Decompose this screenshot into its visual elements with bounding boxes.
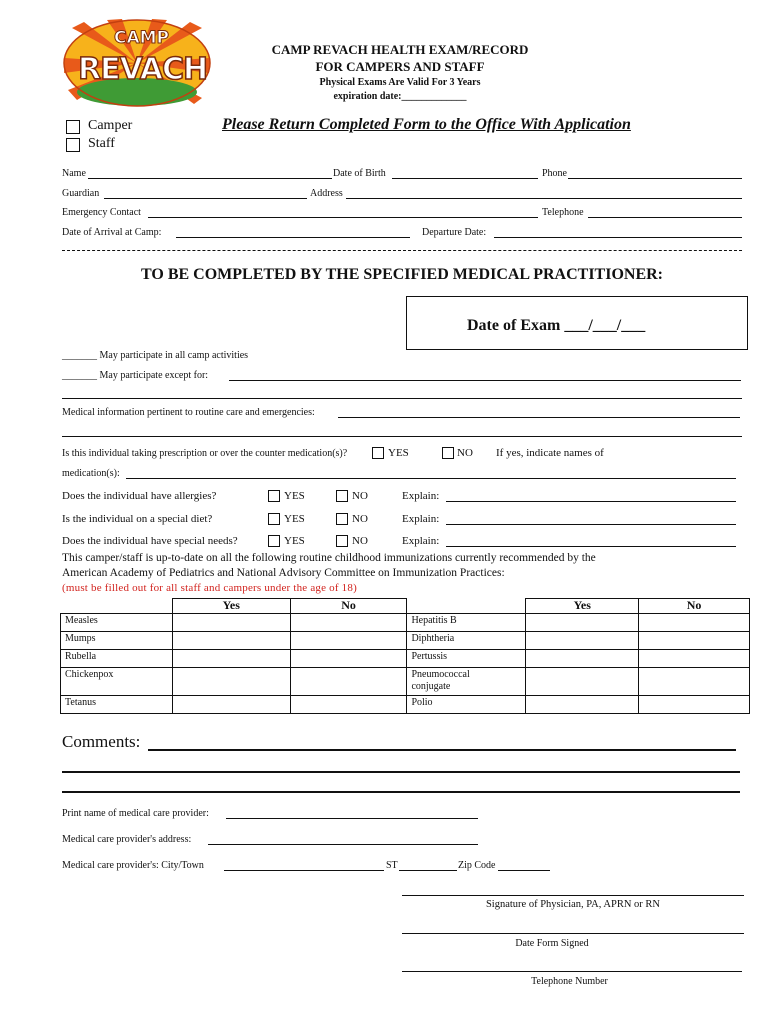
arrival-field[interactable] [176, 237, 410, 238]
diet-explain-field[interactable] [446, 524, 736, 525]
vaccine-yes-cell[interactable] [172, 696, 290, 714]
provider-st-label: ST [386, 860, 398, 871]
vaccine-no-cell[interactable] [290, 632, 407, 650]
medication-question: Is this individual taking prescription or over the counter medication(s)? [62, 448, 348, 459]
vaccine-name: Chickenpox [61, 668, 173, 696]
phone-field[interactable] [568, 178, 742, 179]
vaccine-yes-cell[interactable] [526, 650, 639, 668]
comments-label: Comments: [62, 732, 141, 751]
provider-address-field[interactable] [208, 844, 478, 845]
table-row [61, 668, 750, 696]
col-no-left: No [290, 599, 407, 614]
vaccine-name: Tetanus [61, 696, 173, 714]
expiration-date: expiration date:_____________ [333, 91, 467, 102]
telephone-field[interactable] [588, 217, 742, 218]
date-signed-label: Date Form Signed [515, 938, 589, 949]
vaccine-name: Diphtheria [407, 632, 526, 650]
table-row [61, 650, 750, 668]
cut-divider [62, 250, 742, 251]
provider-st-field[interactable] [399, 870, 457, 871]
except-field-2[interactable] [62, 398, 742, 399]
phone-label: Phone [542, 168, 567, 179]
telephone-number-label: Telephone Number [531, 976, 608, 987]
provider-zip-label: Zip Code [458, 860, 496, 871]
yes-label: YES [284, 490, 305, 502]
vaccine-yes-cell[interactable] [172, 614, 290, 632]
vaccine-no-cell[interactable] [639, 696, 750, 714]
col-no-right: No [639, 599, 750, 614]
no-label: NO [352, 490, 368, 502]
no-label: NO [352, 535, 368, 547]
address-label: Address [310, 188, 343, 199]
blank-header-right [407, 599, 526, 614]
comments-field-3[interactable] [62, 791, 740, 793]
except-field[interactable] [229, 380, 741, 381]
logo-revach-text: REVACH [78, 52, 208, 87]
question-text: Is the individual on a special diet? [62, 513, 213, 525]
explain-label: Explain: [402, 490, 440, 502]
immunization-table [60, 598, 750, 714]
needs-explain-field[interactable] [446, 546, 736, 547]
date-signed-field[interactable] [402, 933, 744, 934]
date-of-exam[interactable]: Date of Exam ___/___/___ [467, 317, 646, 334]
dob-field[interactable] [392, 178, 538, 179]
medication-names-field[interactable] [126, 478, 736, 479]
vaccine-name: Measles [61, 614, 173, 632]
emergency-field[interactable] [148, 217, 538, 218]
physician-signature-field[interactable] [402, 895, 744, 896]
vaccine-yes-cell[interactable] [172, 650, 290, 668]
emergency-label: Emergency Contact [62, 207, 141, 218]
medication-names-label: medication(s): [62, 468, 120, 479]
allergies-yes-checkbox[interactable] [268, 490, 280, 502]
blank-header [61, 599, 173, 614]
needs-no-checkbox[interactable] [336, 535, 348, 547]
medical-info-field-2[interactable] [62, 436, 742, 437]
yes-label: YES [284, 513, 305, 525]
vaccine-no-cell[interactable] [290, 668, 407, 696]
vaccine-no-cell[interactable] [290, 650, 407, 668]
table-row [61, 632, 750, 650]
departure-label: Departure Date: [422, 227, 487, 238]
vaccine-yes-cell[interactable] [526, 632, 639, 650]
departure-field[interactable] [494, 237, 742, 238]
allergies-no-checkbox[interactable] [336, 490, 348, 502]
section-title: TO BE COMPLETED BY THE SPECIFIED MEDICAL PRACTITIONER: [140, 266, 663, 283]
participate-all[interactable]: _______ May participate in all camp activities [62, 350, 249, 361]
medical-info-field[interactable] [338, 417, 740, 418]
medication-no-checkbox[interactable] [442, 447, 454, 459]
vaccine-yes-cell[interactable] [526, 614, 639, 632]
table-row [61, 614, 750, 632]
camper-label: Camper [88, 118, 133, 133]
vaccine-yes-cell[interactable] [526, 668, 639, 696]
telephone-number-field[interactable] [402, 971, 742, 972]
comments-field-1[interactable] [148, 749, 736, 751]
vaccine-name: Pneumococcal conjugate [407, 668, 526, 696]
vaccine-name: Pertussis [407, 650, 526, 668]
diet-yes-checkbox[interactable] [268, 513, 280, 525]
vaccine-yes-cell[interactable] [526, 696, 639, 714]
table-row [61, 696, 750, 714]
staff-label: Staff [88, 136, 115, 151]
name-label: Name [62, 168, 86, 179]
camper-checkbox[interactable] [66, 120, 80, 134]
participate-except[interactable]: _______ May participate except for: [62, 370, 209, 381]
no-label: NO [352, 513, 368, 525]
yes-label: YES [284, 535, 305, 547]
form-title-line1: CAMP REVACH HEALTH EXAM/RECORD [271, 42, 529, 57]
question-text: Does the individual have allergies? [62, 490, 217, 502]
valid-note: Physical Exams Are Valid For 3 Years [319, 77, 481, 88]
return-note: Please Return Completed Form to the Office With Application [222, 116, 631, 133]
dob-label: Date of Birth [333, 168, 386, 179]
vaccine-no-cell[interactable] [639, 614, 750, 632]
date-of-exam-box [406, 296, 748, 350]
provider-city-field[interactable] [224, 870, 384, 871]
diet-no-checkbox[interactable] [336, 513, 348, 525]
provider-name-label: Print name of medical care provider: [62, 808, 209, 819]
arrival-label: Date of Arrival at Camp: [62, 227, 162, 238]
vaccine-name: Mumps [61, 632, 173, 650]
vaccine-yes-cell[interactable] [172, 668, 290, 696]
vaccine-no-cell[interactable] [639, 650, 750, 668]
vaccine-no-cell[interactable] [639, 632, 750, 650]
col-yes-left: Yes [172, 599, 290, 614]
provider-name-field[interactable] [226, 818, 478, 819]
medication-indicate: If yes, indicate names of [496, 447, 604, 459]
vaccine-no-cell[interactable] [290, 696, 407, 714]
vaccine-name: Rubella [61, 650, 173, 668]
medication-no-label: NO [457, 447, 473, 459]
guardian-field[interactable] [104, 198, 307, 199]
provider-address-label: Medical care provider's address: [62, 834, 192, 845]
logo-camp-text: CAMP [114, 28, 170, 48]
name-field[interactable] [88, 178, 332, 179]
provider-zip-field[interactable] [498, 870, 550, 871]
medication-yes-checkbox[interactable] [372, 447, 384, 459]
physician-signature-label: Signature of Physician, PA, APRN or RN [485, 899, 661, 910]
staff-checkbox[interactable] [66, 138, 80, 152]
immunization-intro-1: This camper/staff is up-to-date on all the following routine childhood immunizations currently recommended by the [62, 552, 596, 564]
telephone-label: Telephone [542, 207, 584, 218]
explain-label: Explain: [402, 535, 440, 547]
comments-field-2[interactable] [62, 771, 740, 773]
immunization-note: (must be filled out for all staff and campers under the age of 18) [62, 582, 357, 594]
explain-label: Explain: [402, 513, 440, 525]
table-header-row [61, 599, 750, 614]
provider-city-label: Medical care provider's: City/Town [62, 860, 204, 871]
medical-info-label: Medical information pertinent to routine care and emergencies: [62, 407, 315, 418]
question-text: Does the individual have special needs? [62, 535, 238, 547]
vaccine-name: Hepatitis B [407, 614, 526, 632]
camp-logo [62, 18, 212, 108]
immunization-intro-2: American Academy of Pediatrics and National Advisory Committee on Immunization Practices: [62, 567, 505, 579]
vaccine-name: Polio [407, 696, 526, 714]
needs-yes-checkbox[interactable] [268, 535, 280, 547]
vaccine-no-cell[interactable] [639, 668, 750, 696]
form-title-line2: FOR CAMPERS AND STAFF [315, 59, 485, 74]
vaccine-yes-cell[interactable] [172, 632, 290, 650]
guardian-label: Guardian [62, 188, 100, 199]
address-field[interactable] [346, 198, 742, 199]
medication-yes-label: YES [388, 447, 409, 459]
allergies-explain-field[interactable] [446, 501, 736, 502]
col-yes-right: Yes [526, 599, 639, 614]
vaccine-no-cell[interactable] [290, 614, 407, 632]
